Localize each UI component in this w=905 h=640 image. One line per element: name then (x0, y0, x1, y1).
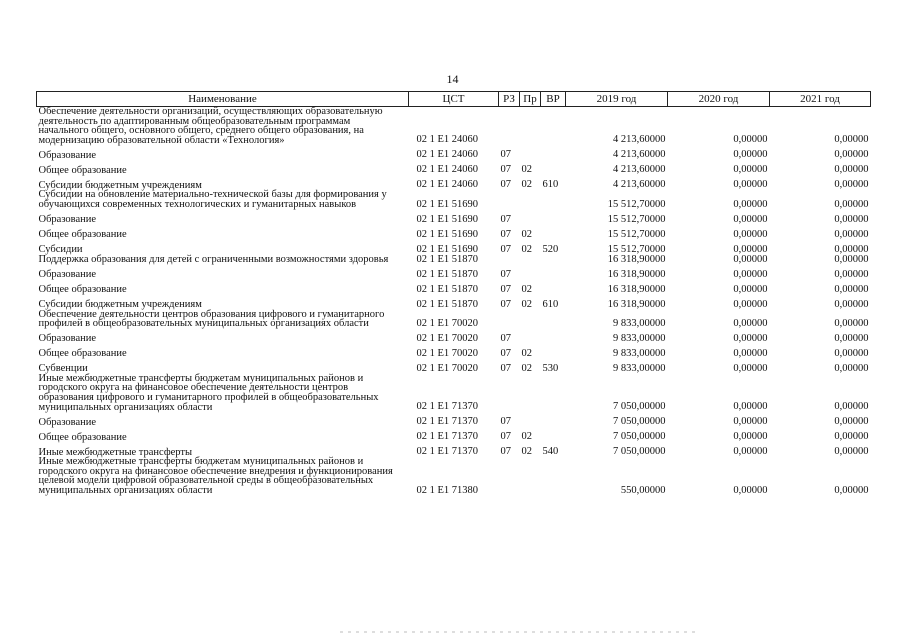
header-rz: РЗ (499, 92, 520, 107)
cell-y2020: 0,00000 (733, 484, 768, 496)
cell-y2020: 0,00000 (733, 317, 768, 329)
cell-cst: 02 1 E1 51690 (416, 198, 479, 210)
cell-cst: 02 1 E1 51870 (416, 268, 479, 280)
table-row (37, 210, 871, 225)
cell-y2019: 16 318,90000 (607, 283, 666, 295)
cell-y2019: 15 512,70000 (607, 228, 666, 240)
table-row (37, 310, 871, 329)
cell-pr: 02 (521, 283, 532, 295)
cell-y2020: 0,00000 (733, 228, 768, 240)
cell-name: Образование (38, 268, 97, 280)
cell-cst: 02 1 E1 24060 (416, 134, 479, 146)
cell-cst: 02 1 E1 51870 (416, 298, 479, 310)
cell-rz: 07 (500, 164, 511, 176)
cell-y2020: 0,00000 (733, 362, 768, 374)
cell-y2020: 0,00000 (733, 198, 768, 210)
header-name: Наименование (37, 92, 409, 107)
cell-rz: 07 (500, 228, 511, 240)
cell-y2021: 0,00000 (834, 484, 869, 496)
cell-rz: 07 (500, 149, 511, 161)
cell-y2019: 7 050,00000 (613, 416, 666, 428)
cell-y2020: 0,00000 (733, 283, 768, 295)
cell-name: Субсидии (38, 243, 83, 255)
cell-y2021: 0,00000 (834, 268, 869, 280)
cell-rz (499, 457, 520, 495)
cell-cst: 02 1 E1 24060 (416, 149, 479, 161)
cell-pr: 02 (521, 179, 532, 191)
cell-rz (499, 190, 520, 209)
cell-vr (541, 344, 566, 359)
cell-name: Поддержка образования для детей с ограниченными возможностями здоровья (38, 253, 389, 265)
cell-pr (520, 310, 541, 329)
cell-vr (541, 310, 566, 329)
cell-y2020: 0,00000 (733, 149, 768, 161)
cell-cst: 02 1 E1 70020 (416, 362, 479, 374)
table-row (37, 145, 871, 160)
cell-pr: 02 (521, 347, 532, 359)
cell-pr (520, 374, 541, 412)
cell-cst: 02 1 E1 71380 (416, 484, 479, 496)
cell-rz: 07 (500, 283, 511, 295)
cell-vr: 530 (542, 362, 559, 374)
cell-cst: 02 1 E1 71370 (416, 416, 479, 428)
cell-vr: 520 (542, 243, 559, 255)
header-vr: ВР (541, 92, 566, 107)
cell-name: Иные межбюджетные трансферты (38, 446, 193, 458)
cell-name: Образование (38, 416, 97, 428)
cell-pr (520, 457, 541, 495)
cell-y2020: 0,00000 (733, 253, 768, 265)
cell-vr: 610 (542, 298, 559, 310)
cell-name: Общее образование (38, 348, 127, 360)
cell-name: Субсидии бюджетным учреждениям (38, 179, 202, 191)
cell-cst: 02 1 E1 71370 (416, 446, 479, 458)
table-row (37, 344, 871, 359)
cell-name: Иные межбюджетные трансферты бюджетам муниципальных районов и городского округа на финансовое обеспечение внедрения и функционирования целевой модели цифровой образовательной среды в общеобразовательных муниципальных организациях области (38, 456, 393, 496)
cell-rz: 07 (500, 332, 511, 344)
cell-y2019: 9 833,00000 (613, 347, 666, 359)
cell-pr (520, 329, 541, 344)
table-row (37, 427, 871, 442)
cell-cst: 02 1 E1 71370 (416, 401, 479, 413)
cell-rz: 07 (500, 347, 511, 359)
cell-name: Обеспечение деятельности центров образования цифрового и гуманитарного профилей в общеобразовательных муниципальных организациях области (38, 308, 385, 330)
cell-y2020: 0,00000 (733, 298, 768, 310)
cell-rz (499, 374, 520, 412)
cell-rz (499, 310, 520, 329)
cell-pr (520, 412, 541, 427)
cell-name: Общее образование (38, 431, 127, 443)
cell-y2021: 0,00000 (834, 431, 869, 443)
cell-vr: 540 (542, 446, 559, 458)
cell-y2020: 0,00000 (733, 431, 768, 443)
cell-rz (499, 255, 520, 265)
table-row (37, 329, 871, 344)
cell-pr: 02 (521, 298, 532, 310)
table-row (37, 442, 871, 457)
cell-y2020: 0,00000 (733, 243, 768, 255)
cell-y2020: 0,00000 (733, 134, 768, 146)
cell-name: Иные межбюджетные трансферты бюджетам муниципальных районов и городского округа на финансовое обеспечение деятельности центров образования цифрового и гуманитарного профилей в общеобразовательных муниципальных организациях области (38, 372, 379, 413)
table-row (37, 359, 871, 374)
table-row (37, 175, 871, 190)
table-body (37, 107, 871, 496)
cell-y2019: 4 213,60000 (613, 164, 666, 176)
table-row (37, 107, 871, 146)
cell-y2019: 16 318,90000 (607, 268, 666, 280)
cell-y2021: 0,00000 (834, 243, 869, 255)
header-cst: ЦСТ (409, 92, 499, 107)
cell-y2020: 0,00000 (733, 179, 768, 191)
budget-table (36, 91, 871, 496)
cell-y2019: 16 318,90000 (607, 298, 666, 310)
cell-pr (520, 265, 541, 280)
cell-pr: 02 (521, 362, 532, 374)
cell-vr (541, 457, 566, 495)
cell-name: Образование (38, 149, 97, 161)
cell-vr (541, 190, 566, 209)
cell-pr: 02 (521, 164, 532, 176)
cell-y2020: 0,00000 (733, 446, 768, 458)
cell-name: Субсидии бюджетным учреждениям (38, 298, 202, 310)
cell-y2021: 0,00000 (834, 253, 869, 265)
cell-y2019: 9 833,00000 (613, 362, 666, 374)
cell-name: Субвенции (38, 363, 88, 375)
cell-rz: 07 (500, 243, 511, 255)
cell-rz: 07 (500, 213, 511, 225)
table-row (37, 160, 871, 175)
cell-rz (499, 107, 520, 146)
cell-vr (541, 225, 566, 240)
cell-y2020: 0,00000 (733, 213, 768, 225)
cell-y2019: 15 512,70000 (607, 198, 666, 210)
cell-y2021: 0,00000 (834, 283, 869, 295)
cell-vr (541, 280, 566, 295)
cell-y2021: 0,00000 (834, 179, 869, 191)
cell-pr (520, 145, 541, 160)
cell-cst: 02 1 E1 70020 (416, 332, 479, 344)
cell-cst: 02 1 E1 70020 (416, 347, 479, 359)
table-row (37, 225, 871, 240)
cell-y2020: 0,00000 (733, 268, 768, 280)
cell-name: Общее образование (38, 283, 127, 295)
header-pr: Пр (520, 92, 541, 107)
cell-y2021: 0,00000 (834, 401, 869, 413)
cell-y2019: 7 050,00000 (613, 401, 666, 413)
cell-y2020: 0,00000 (733, 416, 768, 428)
page-number: 14 (446, 72, 459, 86)
cell-y2019: 4 213,60000 (613, 179, 666, 191)
table-row (37, 280, 871, 295)
cell-vr (541, 329, 566, 344)
table-row (37, 412, 871, 427)
cell-name: Общее образование (38, 228, 127, 240)
cell-rz: 07 (500, 268, 511, 280)
cell-rz: 07 (500, 446, 511, 458)
cell-y2019: 15 512,70000 (607, 243, 666, 255)
cell-y2019: 7 050,00000 (613, 446, 666, 458)
cell-y2021: 0,00000 (834, 446, 869, 458)
cell-y2021: 0,00000 (834, 416, 869, 428)
cell-vr (541, 160, 566, 175)
cell-y2021: 0,00000 (834, 362, 869, 374)
cell-vr (541, 107, 566, 146)
cell-y2019: 9 833,00000 (613, 317, 666, 329)
cell-cst: 02 1 E1 51690 (416, 243, 479, 255)
cell-rz: 07 (500, 416, 511, 428)
cell-pr (520, 190, 541, 209)
cell-pr: 02 (521, 228, 532, 240)
cell-cst: 02 1 E1 51690 (416, 228, 479, 240)
scan-artifact (340, 631, 700, 633)
cell-y2021: 0,00000 (834, 149, 869, 161)
cell-y2019: 15 512,70000 (607, 213, 666, 225)
cell-cst: 02 1 E1 24060 (416, 164, 479, 176)
cell-y2021: 0,00000 (834, 164, 869, 176)
cell-vr (541, 427, 566, 442)
table-row (37, 374, 871, 412)
cell-vr (541, 265, 566, 280)
cell-y2020: 0,00000 (733, 347, 768, 359)
cell-y2019: 16 318,90000 (607, 253, 666, 265)
cell-y2020: 0,00000 (733, 332, 768, 344)
cell-name: Образование (38, 333, 97, 345)
header-2019: 2019 год (566, 92, 668, 107)
cell-pr: 02 (521, 431, 532, 443)
cell-y2021: 0,00000 (834, 198, 869, 210)
table-row (37, 295, 871, 310)
header-2020: 2020 год (668, 92, 770, 107)
cell-pr: 02 (521, 243, 532, 255)
cell-y2021: 0,00000 (834, 332, 869, 344)
cell-y2021: 0,00000 (834, 317, 869, 329)
cell-pr (520, 107, 541, 146)
cell-y2019: 4 213,60000 (613, 134, 666, 146)
header-2021: 2021 год (770, 92, 871, 107)
cell-cst: 02 1 E1 51870 (416, 253, 479, 265)
cell-rz: 07 (500, 362, 511, 374)
cell-y2019: 7 050,00000 (613, 431, 666, 443)
cell-pr: 02 (521, 446, 532, 458)
cell-name: Обеспечение деятельности организаций, осуществляющих образовательную деятельность по адаптированным общеобразовательным программам начального общего, основного общего, среднего общего образования, на модернизацию образовательной области «Технология» (38, 106, 383, 146)
cell-y2019: 550,00000 (620, 484, 666, 496)
cell-y2020: 0,00000 (733, 401, 768, 413)
cell-vr (541, 145, 566, 160)
cell-y2021: 0,00000 (834, 134, 869, 146)
cell-cst: 02 1 E1 70020 (416, 317, 479, 329)
cell-rz: 07 (500, 179, 511, 191)
cell-vr (541, 412, 566, 427)
cell-vr (541, 210, 566, 225)
table-header (37, 92, 871, 107)
cell-pr (520, 255, 541, 265)
cell-vr (541, 374, 566, 412)
cell-y2019: 9 833,00000 (613, 332, 666, 344)
cell-rz: 07 (500, 431, 511, 443)
cell-cst: 02 1 E1 51690 (416, 213, 479, 225)
cell-y2020: 0,00000 (733, 164, 768, 176)
cell-vr (541, 255, 566, 265)
cell-vr: 610 (542, 179, 559, 191)
cell-y2021: 0,00000 (834, 347, 869, 359)
cell-name: Субсидии на обновление материально-технической базы для формирования у обучающихся современных технологических и гуманитарных навыков (38, 189, 387, 210)
table-row (37, 265, 871, 280)
cell-pr (520, 210, 541, 225)
cell-y2019: 4 213,60000 (613, 149, 666, 161)
cell-y2021: 0,00000 (834, 213, 869, 225)
table-row (37, 190, 871, 209)
cell-name: Общее образование (38, 164, 127, 176)
cell-cst: 02 1 E1 24060 (416, 179, 479, 191)
cell-name: Образование (38, 213, 97, 225)
cell-rz: 07 (500, 298, 511, 310)
cell-cst: 02 1 E1 51870 (416, 283, 479, 295)
table-row (37, 457, 871, 495)
cell-cst: 02 1 E1 71370 (416, 431, 479, 443)
cell-y2021: 0,00000 (834, 228, 869, 240)
table-row (37, 255, 871, 265)
table-row (37, 240, 871, 255)
cell-y2021: 0,00000 (834, 298, 869, 310)
